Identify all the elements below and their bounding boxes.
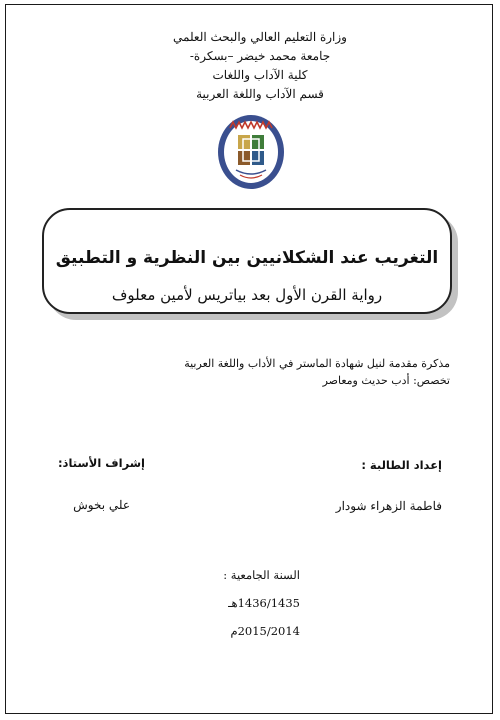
faculty-name: كلية الآداب واللغات xyxy=(212,68,308,82)
prepared-by-label: إعداد الطالبة : xyxy=(361,458,442,472)
specialization: تخصص: أدب حديث ومعاصر xyxy=(322,374,450,387)
thesis-subtitle: رواية القرن الأول بعد بياتريس لأمين معلوف xyxy=(111,286,383,304)
department-name: قسم الآداب واللغة العربية xyxy=(196,87,324,101)
supervisor-label: إشراف الأستاذ: xyxy=(57,456,145,470)
university-logo-icon xyxy=(216,112,286,192)
student-name: فاطمة الزهراء شودار xyxy=(335,499,442,513)
gregorian-year: 2015/2014م xyxy=(230,624,300,638)
ministry-name: وزارة التعليم العالي والبحث العلمي xyxy=(173,30,347,44)
thesis-title-box xyxy=(42,208,452,314)
degree-statement: مذكرة مقدمة لنيل شهادة الماستر في الأداب واللغة العربية xyxy=(184,357,450,370)
university-name: جامعة محمد خيضر –بسكرة- xyxy=(189,49,331,63)
supervisor-name: علي بخوش xyxy=(73,498,130,512)
academic-year-label: السنة الجامعية : xyxy=(223,568,300,582)
institution-header xyxy=(150,28,370,104)
thesis-title: التغريب عند الشكلانيين بين النظرية و التطبيق xyxy=(55,248,439,268)
hijri-year: 1436/1435هـ xyxy=(228,596,300,610)
